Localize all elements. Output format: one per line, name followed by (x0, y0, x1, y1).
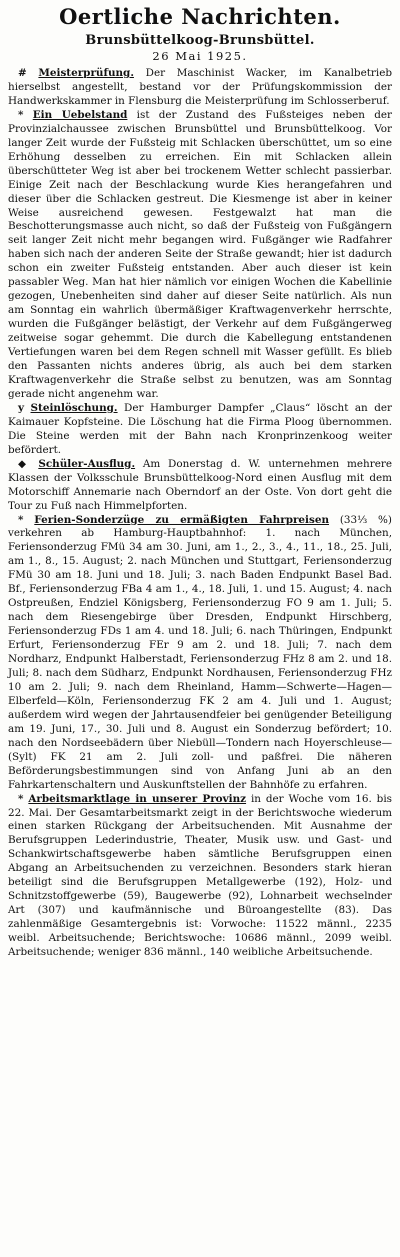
article-marker: y (18, 401, 25, 414)
dateline: 26 Mai 1925. (152, 49, 248, 63)
article-marker: * (18, 108, 24, 121)
article-keyword: Ferien-Sonderzüge zu ermäßigten Fahrpreisen (34, 513, 330, 526)
article-steinloeschung (8, 402, 392, 458)
article-marker: ◆ (18, 457, 31, 470)
article-body: (33⅓ %) verkehren ab Hamburg-Hauptbahnhof: 1. nach München, Feriensonderzug FMü 34 am 30. Juni, am 1., 2., 3., 4., 11., 18., 25. Juli, am 1., 8., 15. August; 2. nach München und Stuttgart, Feriensonderzug FMü 30 am 18. Juni und 18. Juli; 3. nach Baden Endpunkt Basel Bad. Bf., Feriensonderzug FBa 4 am 1., 4., 18. Juli, 1. und 15. August; 4. nach Ostpreußen, Endziel Königsberg, Feriensonderzug FO 9 am 1. Juli; 5. nach dem Riesengebirge über Dresden, Endpunkt Hirschberg, Feriensonderzug FDs 1 am 4. und 18. Juli; 6. nach Thüringen, Endpunkt Erfurt, Feriensonderzug FEr 9 am 2. und 18. Juli; 7. nach dem Nordharz, Endpunkt Halberstadt, Feriensonderzug FHz 8 am 2. und 18. Juli; 8. nach dem Südharz, Endpunkt Nordhausen, Feriensonderzug FHz 10 am 2. Juli; 9. nach dem Rheinland, Hamm—Schwerte—Hagen—Elberfeld—Köln, Feriensonderzug FK 2 am 4. Juli und 1. August; außerdem wird wegen der Jahrtausendfeier bei genügender Beteiligung am 19. Juni, 17., 30. Juli und 8. August ein Sonderzug befördert; 10. nach den Nordseebädern über Niebüll—Tondern nach Hoyerschleuse—(Sylt) FK 21 am 2. Juli zoll- und paßfrei. Die näheren Beförderungsbestimmungen sind von Anfang Juni ab an den Fahrkartenschaltern und Auskunftstellen der Bahnhöfe zu erfahren. (8, 513, 392, 791)
article-marker: # (18, 67, 27, 79)
article-marker: * (18, 513, 24, 526)
article-body: Der Hamburger Dampfer „Claus“ löscht an der Kaimauer Kopfsteine. Die Löschung hat die Firma Ploog übernommen. Die Steine werden mit der Bahn nach Kronprinzenkoog weiter befördert. (8, 401, 392, 456)
article-ferien-sonderzuege (8, 514, 392, 793)
article-keyword: Meisterprüfung. (38, 67, 134, 79)
article-uebelstand (8, 109, 392, 402)
article-body: ist der Zustand des Fußsteiges neben der Provinzialchaussee zwischen Brunsbüttel und Brunsbüttelkoog. Vor langer Zeit wurde der Fußsteig mit Schlacken überschüttet, um so eine Erhöhung desselben zu erreichen. Ein mit Schlacken allein überschütteter Weg ist aber bei trockenem Wetter schlecht passierbar. Einige Zeit nach der Beschlackung wurde Kies herangefahren und dieser über die Schlacken gestreut. Die Kiesmenge ist aber in keiner Weise ausreichend gewesen. Festgewalzt hat man die Beschotterungsmasse auch nicht, so daß der Fußsteig von Fußgängern seit langer Zeit nicht mehr begangen wird. Fußgänger wie Radfahrer haben sich nach der anderen Seite der Straße gewandt; hier ist dadurch schon ein zweiter Fußsteig entstanden. Aber auch dieser ist kein passabler Weg. Man hat hier nämlich vor einigen Wochen die Kabellinie gezogen, Unebenheiten sind daher auf dieser Seite natürlich. Als nun am Sonntag ein wahrlich übermäßiger Kraftwagenverkehr herrschte, wurden die Fußgänger belästigt, der Verkehr auf dem Fußgängerweg zeitweise sogar gehemmt. Die durch die Kabellegung entstandenen Vertiefungen waren bei dem Regen schnell mit Wasser gefüllt. Es blieb den Passanten nichts anderes übrig, als auch bei dem starken Kraftwagenverkehr die Straße selbst zu benutzen, was am Sonntag gerade nicht angenehm war. (8, 108, 392, 400)
article-meisterpruefung (8, 67, 392, 109)
article-keyword: Schüler-Ausflug. (38, 457, 136, 470)
article-keyword: Arbeitsmarktlage in unserer Provinz (28, 792, 247, 805)
article-body: in der Woche vom 16. bis 22. Mai. Der Gesamtarbeitsmarkt zeigt in der Berichtswoche wiederum einen starken Rückgang der Arbeitsuchenden. Mit Ausnahme der Berufsgruppen Lederindustrie, Theater, Musik usw. und Gast- und Schankwirtschaftsgewerbe haben sämtliche Berufsgruppen einen Abgang an Arbeitsuchenden zu verzeichnen. Besonders stark hieran beteiligt sind die Berufsgruppen Metallgewerbe (192), Holz- und Schnitzstoffgewerbe (59), Baugewerbe (92), Lohnarbeit wechselnder Art (307) und kaufmännische und Büroangestellte (83). Das zahlenmäßige Gesamtergebnis ist: Vorwoche: 11522 männl., 2235 weibl. Arbeitsuchende; Berichtswoche: 10686 männl., 2099 weibl. Arbeitsuchende; weniger 836 männl., 140 weibliche Arbeitsuchende. (8, 792, 392, 959)
headline: Oertliche Nachrichten. (59, 4, 341, 29)
subheadline: Brunsbüttelkoog-Brunsbüttel. (85, 33, 315, 48)
article-schueler-ausflug (8, 458, 392, 514)
article-marker: * (18, 792, 24, 805)
article-keyword: Ein Uebelstand (32, 108, 128, 121)
article-body: Der Maschinist Wacker, im Kanalbetrieb hierselbst angestellt, bestand vor der Prüfungskommission der Handwerkskammer in Flensburg die Meisterprüfung im Schlosserberuf. (8, 67, 392, 107)
article-body: Am Donerstag d. W. unternehmen mehrere Klassen der Volksschule Brunsbüttelkoog-Nord einen Ausflug mit dem Motorschiff Annemarie nach Oberndorf an der Oste. Von dort geht die Tour zu Fuß nach Himmelpforten. (8, 457, 392, 512)
article-arbeitsmarktlage (8, 793, 392, 960)
article-keyword: Steinlöschung. (30, 401, 118, 414)
